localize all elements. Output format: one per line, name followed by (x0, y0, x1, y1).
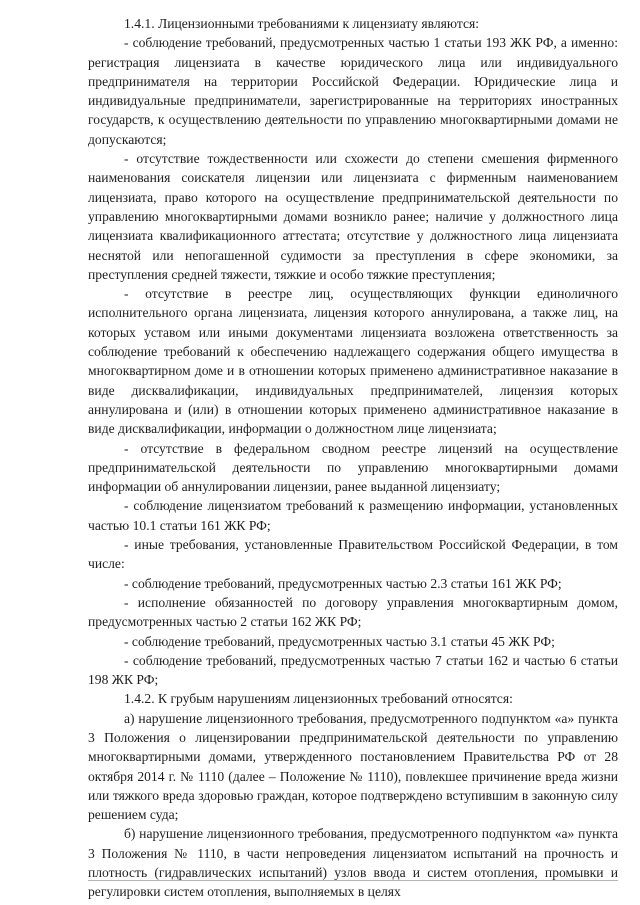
requirement-registration: - соблюдение требований, предусмотренных частью 1 статьи 193 ЖК РФ, а именно: регистрация лицензиата в качестве юридического лица или индивидуального предпринимателя на территории Российской Федерации. Юридические лица и индивидуальные предприниматели, зарегистрированные на территориях иностранных государств, к осуществлению деятельности по управлению многоквартирными домами не допускаются; (88, 35, 618, 147)
requirement-part-7-article-162: - соблюдение требований, предусмотренных частью 7 статьи 162 и частью 6 статьи 198 ЖК РФ; (88, 652, 618, 688)
requirement-part-2-3-article-161: - соблюдение требований, предусмотренных частью 2.3 статьи 161 ЖК РФ; (124, 575, 562, 591)
document-page (88, 14, 618, 902)
requirement-firm-name: - отсутствие тождественности или схожести до степени смешения фирменного наименования соискателя лицензии или лицензиата с фирменным наименованием лицензиата, право которого на осуществление предпринимательской деятельности по управлению многоквартирными домами возникло ранее; наличие у должностного лица лицензиата квалификационного аттестата; отсутствие у должностного лица лицензиата неснятой или непогашенной судимости за преступления в сфере экономики, за преступления средней тяжести, тяжкие и особо тяжкие преступления; (88, 151, 618, 282)
section-heading-1-4-1: 1.4.1. Лицензионными требованиями к лицензиату являются: (124, 16, 480, 31)
requirement-other-government: - иные требования, установленные Правительством Российской Федерации, в том числе: (88, 537, 618, 572)
requirement-part-3-1-article-45: - соблюдение требований, предусмотренных частью 3.1 статьи 45 ЖК РФ; (124, 633, 555, 649)
requirement-federal-registry: - отсутствие в федеральном сводном реестре лицензий на осуществление предпринимательской деятельности по управлению многоквартирными домами информации об аннулировании лицензии, ранее выданной лицензиату; (88, 440, 618, 495)
requirement-management-contract: - исполнение обязанностей по договору управления многоквартирным домом, предусмотренных частью 2 статьи 162 ЖК РФ; (88, 594, 618, 630)
gross-violation-b: б) нарушение лицензионного требования, предусмотренного подпунктом «а» пункта 3 Положения № 1110, в части непроведения лицензиатом испытаний на прочность и плотность (гидравлических испытаний) узлов ввода и систем отопления, промывки и регулировки систем отопления, выполняемых в целях (88, 826, 618, 900)
requirement-information-disclosure: - соблюдение лицензиатом требований к размещению информации, установленных частью 10.1 статьи 161 ЖК РФ; (88, 498, 618, 533)
requirement-registry-persons: - отсутствие в реестре лиц, осуществляющих функции единоличного исполнительного органа лицензиата, лицензия которого аннулирована, а также лиц, на которых уставом или иными документами лицензиата возложена ответственность за соблюдение требований к обеспечению надлежащего содержания общего имущества в многоквартирном доме и в отношении которых применено административное наказание в виде дисквалификации, индивидуальных предпринимателей, лицензия которых аннулирована и (или) в отношении которых применено административное наказание в виде дисквалификации, информации о должностном лице лицензиата; (88, 286, 618, 437)
page-bottom-rule (88, 880, 618, 881)
gross-violation-a: а) нарушение лицензионного требования, предусмотренного подпунктом «а» пункта 3 Положения о лицензировании предпринимательской деятельности по управлению многоквартирными домами, утвержденного постановлением Правительства РФ от 28 октября 2014 г. № 1110 (далее – Положение № 1110), повлекшее причинение вреда жизни или тяжкого вреда здоровью граждан, которое подтверждено вступившим в законную силу решением суда; (88, 710, 618, 823)
section-heading-1-4-2: 1.4.2. К грубым нарушениям лицензионных требований относятся: (124, 691, 513, 707)
